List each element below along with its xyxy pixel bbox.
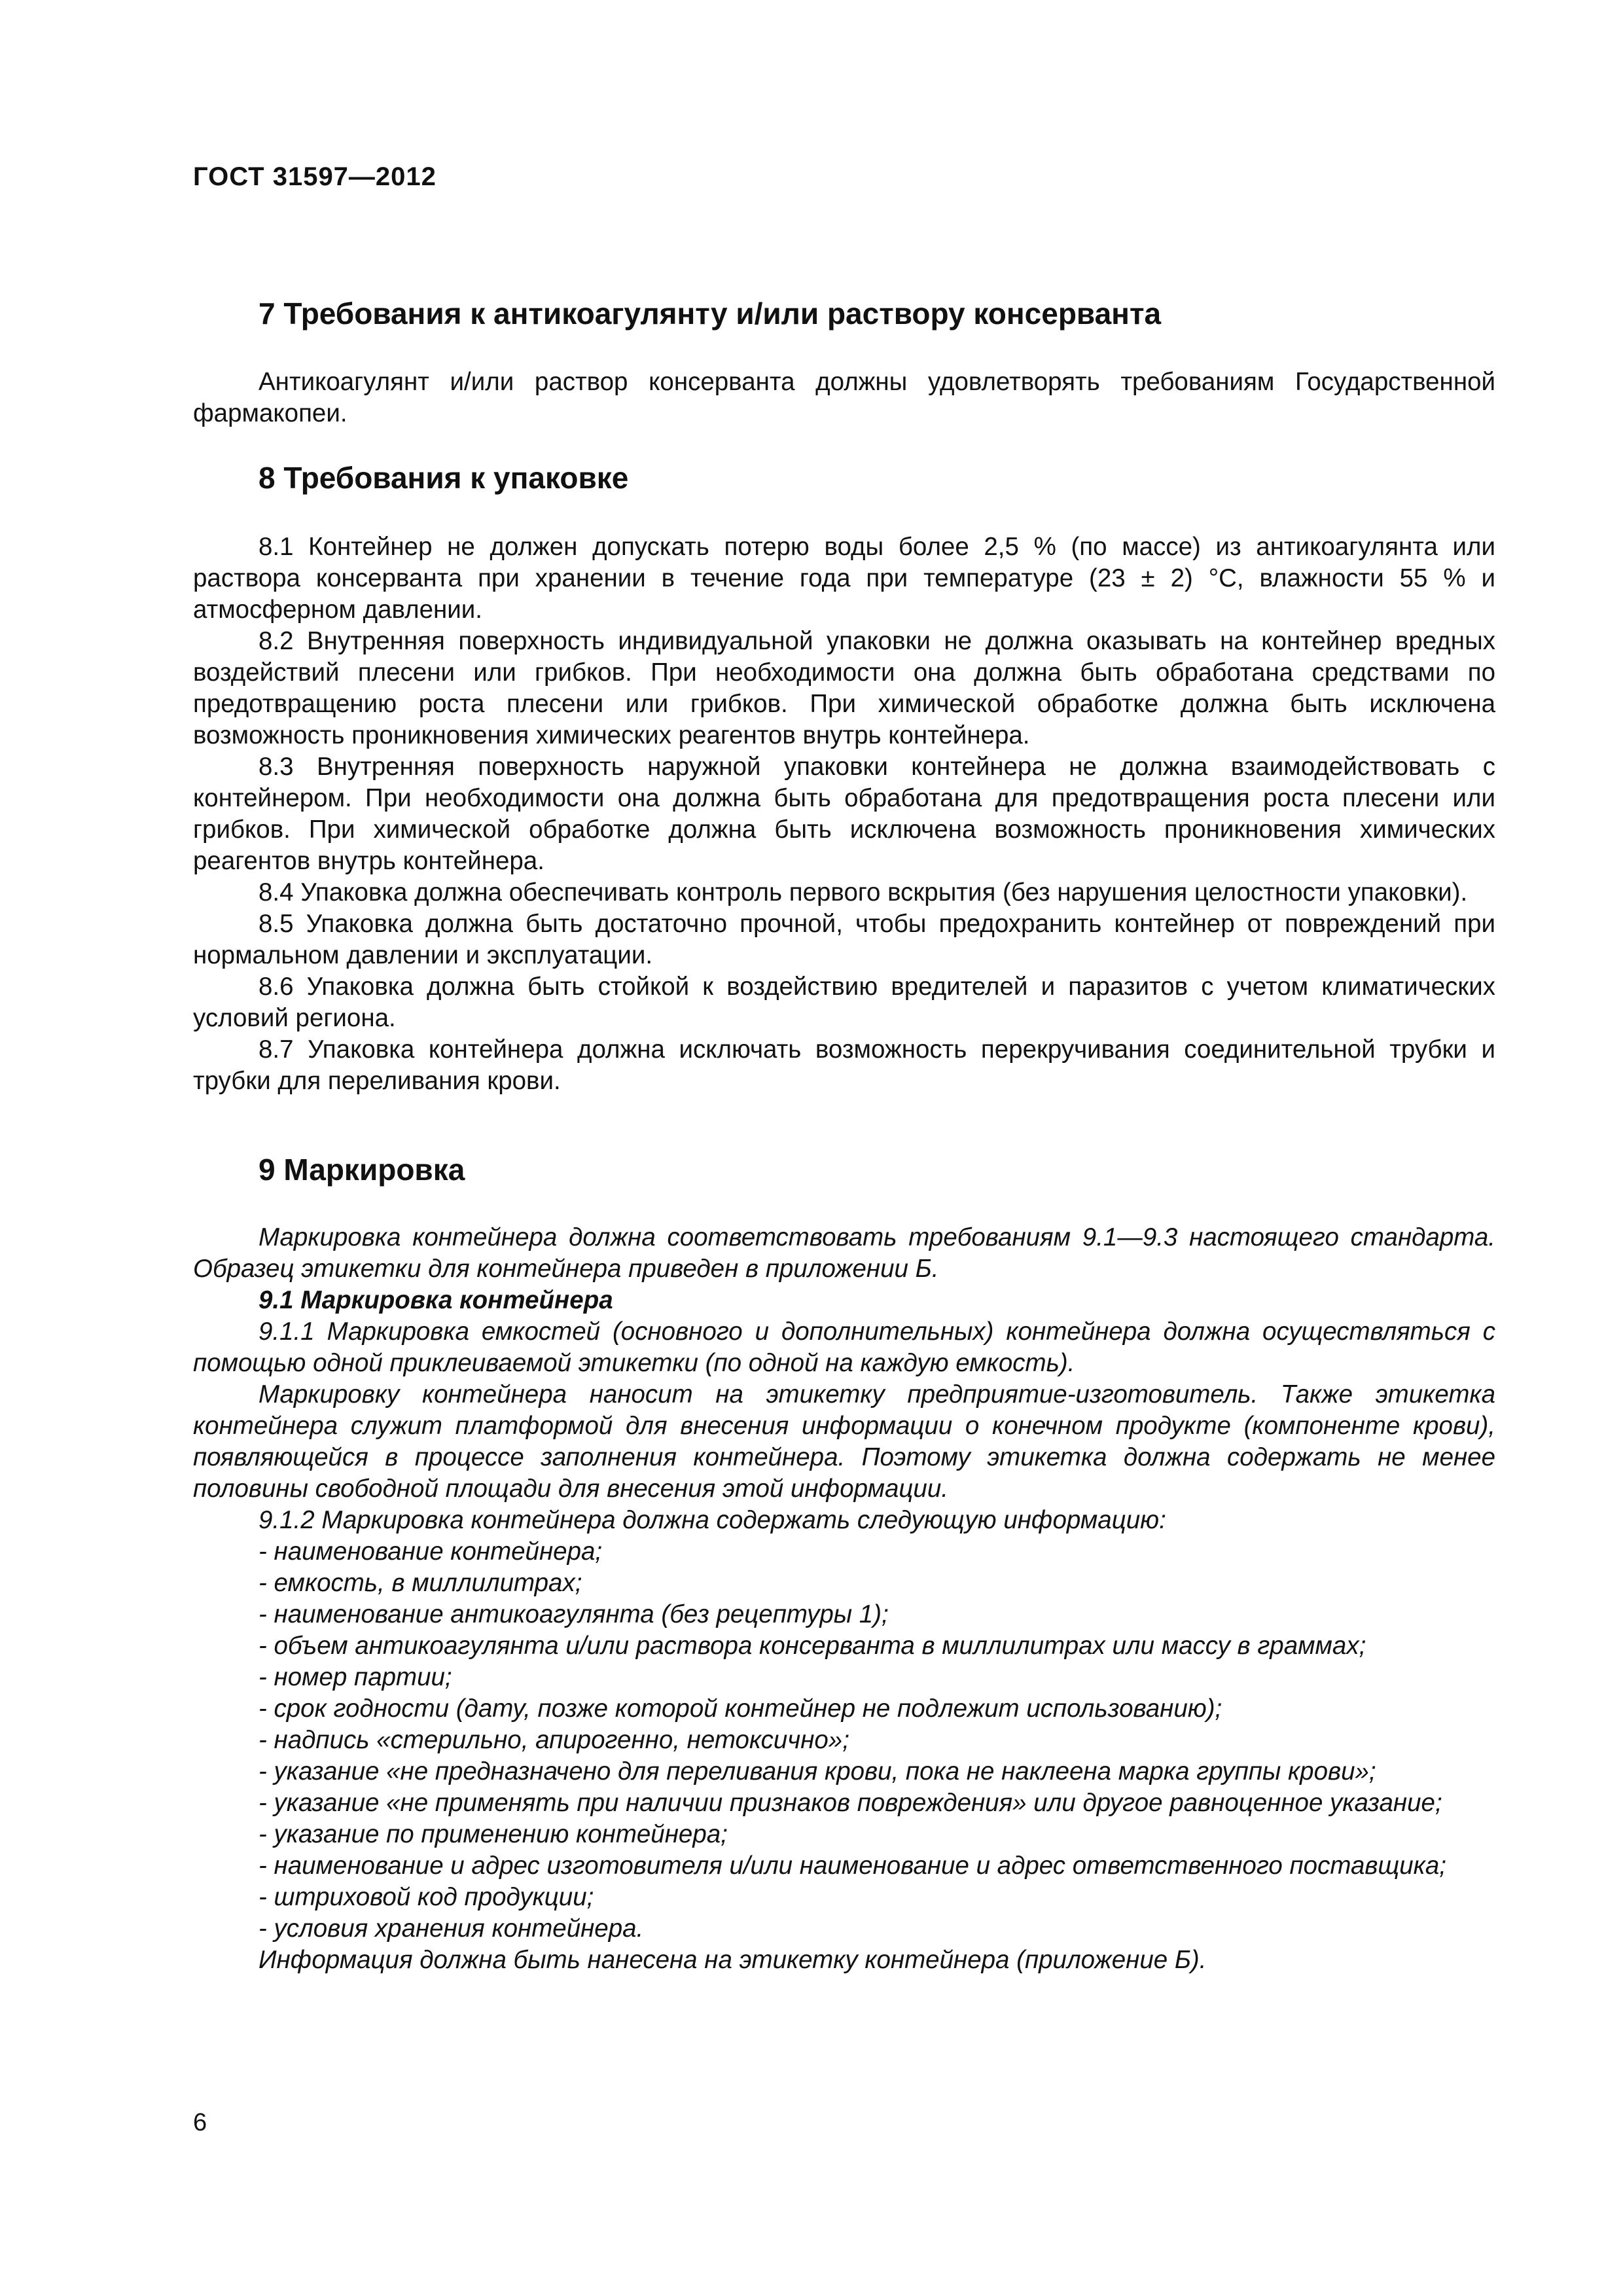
paragraph-9-closing: Информация должна быть нанесена на этикетку контейнера (приложение Б). [259,1946,1207,1974]
list-item: - указание по применению контейнера; [259,1820,728,1848]
list-item: - условия хранения контейнера. [259,1914,644,1943]
paragraph-8-3: 8.3 Внутренняя поверхность наружной упаковки контейнера не должна взаимодействовать с контейнером. При необходимости она должна быть обработана для предотвращения роста плесени или грибков. При химической обработке должна быть исключена возможность проникновения химических реагентов внутрь контейнера. [193,753,1495,875]
paragraph-8-7: 8.7 Упаковка контейнера должна исключать возможность перекручивания соединительной трубки и трубки для переливания крови. [193,1035,1495,1095]
paragraph-9-intro: Маркировка контейнера должна соответствовать требованиям 9.1—9.3 настоящего стандарта. Образец этикетки для контейнера приведен в приложении Б. [193,1223,1495,1283]
paragraph-8-4: 8.4 Упаковка должна обеспечивать контроль первого вскрытия (без нарушения целостности упаковки). [259,878,1468,906]
paragraph-9-1-2: 9.1.2 Маркировка контейнера должна содержать следующую информацию: [259,1506,1166,1534]
list-item: - штриховой код продукции; [259,1883,594,1911]
section-7-title: 7 Требования к антикоагулянту и/или раствору консерванта [259,296,1162,331]
list-item: - объем антикоагулянта и/или раствора консерванта в миллилитрах или массу в граммах; [259,1632,1366,1660]
paragraph-9-1-1-b: Маркировку контейнера наносит на этикетку предприятие-изготовитель. Также этикетка контейнера служит платформой для внесения информации о конечном продукте (компоненте крови), появляющейся в процессе заполнения контейнера. Поэтому этикетка должна содержать не менее половины свободной площади для внесения этой информации. [193,1380,1495,1503]
paragraph-8-2: 8.2 Внутренняя поверхность индивидуальной упаковки не должна оказывать на контейнер вредных воздействий плесени или грибков. При необходимости она должна быть обработана средствами по предотвращению роста плесени или грибков. При химической обработке должна быть исключена возможность проникновения химических реагентов внутрь контейнера. [193,627,1495,749]
list-item: - надпись «стерильно, апирогенно, нетоксично»; [259,1726,849,1754]
list-item: - емкость, в миллилитрах; [259,1569,582,1597]
paragraph-8-6: 8.6 Упаковка должна быть стойкой к воздействию вредителей и паразитов с учетом климатических условий региона. [193,973,1495,1032]
section-8-body [193,531,1495,1097]
page-number: 6 [193,2109,207,2136]
section-8-title: 8 Требования к упаковке [259,461,629,495]
paragraph-9-1-1: 9.1.1 Маркировка емкостей (основного и дополнительных) контейнера должна осуществляться с помощью одной приклеиваемой этикетки (по одной на каждую емкость). [193,1318,1495,1377]
list-item: - наименование антикоагулянта (без рецептуры 1); [259,1600,889,1628]
list-item: - наименование и адрес изготовителя и/или наименование и адрес ответственного поставщика; [259,1852,1446,1880]
list-item: - наименование контейнера; [259,1537,603,1566]
paragraph-8-1: 8.1 Контейнер не должен допускать потерю воды более 2,5 % (по массе) из антикоагулянта или раствора консерванта при хранении в течение года при температуре (23 ± 2) °С, влажности 55 % и атмосферном давлении. [193,533,1495,624]
paragraph: Антикоагулянт и/или раствор консерванта должны удовлетворять требованиям Государственной фармакопеи. [193,368,1495,427]
section-9-body [193,1222,1495,1976]
list-item: - указание «не применять при наличии признаков повреждения» или другое равноценное указание; [259,1789,1442,1817]
document-header: ГОСТ 31597—2012 [193,162,437,191]
list-item: - срок годности (дату, позже которой контейнер не подлежит использованию); [259,1695,1222,1723]
subsection-9-1-title: 9.1 Маркировка контейнера [259,1286,613,1314]
list-item: - номер партии; [259,1663,452,1691]
paragraph-8-5: 8.5 Упаковка должна быть достаточно прочной, чтобы предохранить контейнер от повреждений при нормальном давлении и эксплуатации. [193,910,1495,969]
list-item: - указание «не предназначено для переливания крови, пока не наклеена марка группы крови»; [259,1757,1376,1785]
section-7-body [193,367,1495,429]
section-9-title: 9 Маркировка [259,1153,465,1187]
